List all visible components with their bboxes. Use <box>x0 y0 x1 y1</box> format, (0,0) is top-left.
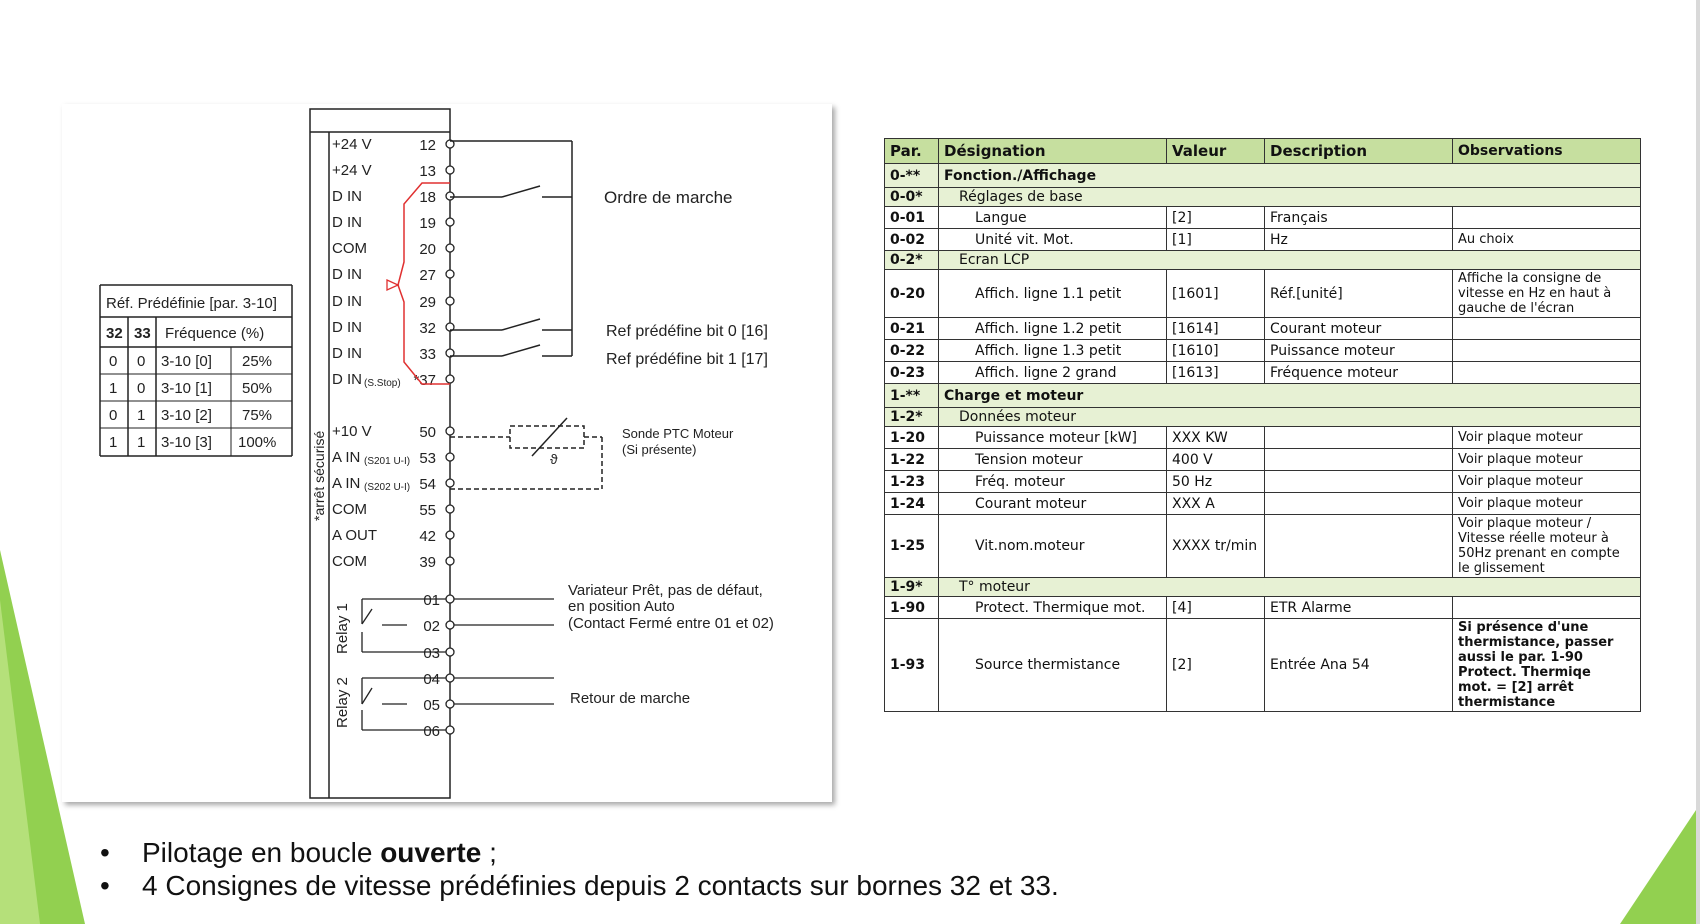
terminal-number: 33 <box>419 346 436 363</box>
terminal-label: +24 V <box>332 162 372 179</box>
table-row <box>885 493 1641 515</box>
terminal-screw-icon <box>446 700 454 708</box>
value-cell: [1] <box>1167 229 1265 251</box>
value-cell: [2] <box>1167 207 1265 229</box>
header-par: Par. <box>885 139 939 164</box>
par-cell: 1-24 <box>885 493 939 515</box>
terminal-screw-icon <box>446 726 454 734</box>
designation-cell: Affich. ligne 1.1 petit <box>939 270 1167 318</box>
observation-line: Protect. Thermiqe <box>1458 665 1591 680</box>
table-row <box>885 318 1641 340</box>
table-row <box>885 229 1641 251</box>
terminal-label: +24 V <box>332 136 372 153</box>
ref-table-row <box>109 353 272 370</box>
ref-table-header-33: 33 <box>134 325 151 342</box>
value-cell: XXXX tr/min <box>1167 515 1265 578</box>
observation-line: Si présence d'une <box>1458 620 1589 635</box>
ref-cell: 25% <box>242 353 273 370</box>
par-cell: 0-22 <box>885 340 939 362</box>
description-cell <box>1265 449 1453 471</box>
predefined-reference-table <box>100 285 292 563</box>
observation-line: le glissement <box>1458 561 1545 576</box>
relay-terminal-number: 05 <box>423 697 440 714</box>
terminal-screw-icon <box>446 192 454 200</box>
observation-line: vitesse en Hz en haut à <box>1458 286 1612 301</box>
header-designation: Désignation <box>939 139 1167 164</box>
table-row <box>885 515 1641 578</box>
terminal-label: D IN <box>332 188 362 205</box>
terminal-number: 39 <box>419 554 436 571</box>
designation-cell: Source thermistance <box>939 619 1167 712</box>
bullet-1-text: Pilotage en boucle <box>142 837 381 868</box>
terminal-label: COM <box>332 553 367 570</box>
ref-table-header-frequency: Fréquence (%) <box>165 325 265 342</box>
table-subgroup-row <box>885 188 1641 207</box>
table-subgroup-row <box>885 578 1641 597</box>
wiring-diagram-figure <box>62 104 832 802</box>
bullet-item <box>100 869 1059 902</box>
table-subgroup-row <box>885 251 1641 270</box>
ref-bit1-label: Ref prédéfine bit 1 [17] <box>606 351 768 368</box>
ref-table-title: Réf. Prédéfinie [par. 3-10] <box>106 295 277 312</box>
bullet-list <box>100 836 1059 902</box>
terminal-screw-icon <box>446 505 454 513</box>
section-title-cell: Ecran LCP <box>939 251 1641 270</box>
terminal-sublabel: (S202 U-I) <box>364 482 411 493</box>
designation-cell: Affich. ligne 1.2 petit <box>939 318 1167 340</box>
terminal-number: 53 <box>419 450 436 467</box>
section-title-cell: T° moteur <box>939 578 1641 597</box>
par-cell: 0-** <box>885 164 939 188</box>
terminal-screw-icon <box>446 427 454 435</box>
bullet-item <box>100 836 1059 869</box>
ref-cell: 75% <box>242 407 273 424</box>
run-order-label: Ordre de marche <box>604 188 733 207</box>
observations-cell <box>1453 340 1641 362</box>
terminal-number: 29 <box>419 294 436 311</box>
ref-cell: 100% <box>238 434 277 451</box>
ref-cell: 0 <box>137 380 146 397</box>
terminal-number: 20 <box>419 241 436 258</box>
observations-cell <box>1453 619 1641 712</box>
terminal-label: D IN <box>332 266 362 283</box>
terminal-screw-icon <box>446 218 454 226</box>
value-cell: [4] <box>1167 597 1265 619</box>
ptc-sublabel: (Si présente) <box>622 442 697 457</box>
terminal-screw-icon <box>446 595 454 603</box>
table-row <box>885 471 1641 493</box>
designation-cell: Vit.nom.moteur <box>939 515 1167 578</box>
terminal-number: 50 <box>419 424 436 441</box>
terminal-screw-icon <box>446 621 454 629</box>
par-cell: 0-02 <box>885 229 939 251</box>
description-cell: Courant moteur <box>1265 318 1453 340</box>
designation-cell: Protect. Thermique mot. <box>939 597 1167 619</box>
description-cell: Puissance moteur <box>1265 340 1453 362</box>
right-green-accent <box>1620 800 1696 924</box>
right-border <box>1696 0 1700 924</box>
terminal-list <box>332 136 454 571</box>
terminal-screw-icon <box>446 674 454 682</box>
par-cell: 1-90 <box>885 597 939 619</box>
relay1-description-line1: Variateur Prêt, pas de défaut, <box>568 582 763 599</box>
description-cell <box>1265 493 1453 515</box>
terminal-screw-icon <box>446 270 454 278</box>
ref-cell: 3-10 [2] <box>161 407 212 424</box>
observations-cell <box>1453 318 1641 340</box>
terminal-label: D IN <box>332 214 362 231</box>
description-cell: ETR Alarme <box>1265 597 1453 619</box>
terminal-number: *37 <box>413 372 436 389</box>
terminal-number: 55 <box>419 502 436 519</box>
relay2-contact <box>362 678 554 730</box>
terminal-label: COM <box>332 240 367 257</box>
designation-cell: Affich. ligne 2 grand <box>939 362 1167 384</box>
section-title-cell: Réglages de base <box>939 188 1641 207</box>
observations-cell <box>1453 493 1641 515</box>
par-cell: 0-23 <box>885 362 939 384</box>
terminal-screw-icon <box>446 297 454 305</box>
table-row <box>885 597 1641 619</box>
value-cell: XXX A <box>1167 493 1265 515</box>
description-cell: Réf.[unité] <box>1265 270 1453 318</box>
terminal-label: D IN <box>332 319 362 336</box>
ref-table-row <box>109 380 272 397</box>
description-cell: Entrée Ana 54 <box>1265 619 1453 712</box>
designation-cell: Tension moteur <box>939 449 1167 471</box>
terminal-number: 32 <box>419 320 436 337</box>
relay1-description-line3: (Contact Fermé entre 01 et 02) <box>568 615 774 632</box>
ref-table-row <box>109 434 276 451</box>
table-group-row <box>885 384 1641 408</box>
observations-cell <box>1453 270 1641 318</box>
parameter-table-header <box>885 139 1641 164</box>
description-cell: Fréquence moteur <box>1265 362 1453 384</box>
observations-cell <box>1453 449 1641 471</box>
par-cell: 1-9* <box>885 578 939 597</box>
table-row <box>885 207 1641 229</box>
description-cell <box>1265 471 1453 493</box>
preset-switch-bit0 <box>450 319 572 330</box>
observations-cell <box>1453 515 1641 578</box>
header-description: Description <box>1265 139 1453 164</box>
bullet-2-text: 4 Consignes de vitesse prédéfinies depuis 2 contacts sur bornes 32 et 33. <box>142 870 1059 901</box>
par-cell: 1-** <box>885 384 939 408</box>
observation-line: Voir plaque moteur <box>1458 496 1583 511</box>
ref-cell: 1 <box>109 434 118 451</box>
ref-cell: 1 <box>137 407 146 424</box>
relay-terminal-number: 04 <box>423 671 440 688</box>
safe-stop-label: *arrêt sécurisé <box>311 430 327 521</box>
observations-cell <box>1453 597 1641 619</box>
relay-terminal-number: 01 <box>423 592 440 609</box>
terminal-screw-icon <box>446 479 454 487</box>
observation-line: Voir plaque moteur <box>1458 452 1583 467</box>
terminal-number: 42 <box>419 528 436 545</box>
terminal-screw-icon <box>446 244 454 252</box>
section-title-cell: Charge et moteur <box>939 384 1641 408</box>
terminal-number: 27 <box>419 267 436 284</box>
relay1-label: Relay 1 <box>334 603 351 654</box>
ref-cell: 3-10 [3] <box>161 434 212 451</box>
observation-line: Affiche la consigne de <box>1458 271 1602 286</box>
terminal-number: 54 <box>419 476 436 493</box>
relay2-label: Relay 2 <box>334 677 351 728</box>
wiring-diagram <box>62 104 832 802</box>
bullet-1-bold: ouverte <box>380 837 482 868</box>
relay-terminal-number: 06 <box>423 723 440 740</box>
observation-line: Voir plaque moteur <box>1458 430 1583 445</box>
observations-cell <box>1453 471 1641 493</box>
relay-terminal-number: 03 <box>423 645 440 662</box>
parameter-table-body <box>885 164 1641 712</box>
observation-line: Voir plaque moteur <box>1458 474 1583 489</box>
ref-cell: 0 <box>109 353 118 370</box>
ptc-symbol: ϑ <box>550 451 558 467</box>
observation-line: thermistance, passer <box>1458 635 1614 650</box>
terminal-label: A IN <box>332 475 361 492</box>
designation-cell: Langue <box>939 207 1167 229</box>
ref-bit0-label: Ref prédéfine bit 0 [16] <box>606 323 768 340</box>
terminal-label: COM <box>332 501 367 518</box>
bullet-dot: • <box>100 837 110 868</box>
observations-cell <box>1453 207 1641 229</box>
designation-cell: Affich. ligne 1.3 petit <box>939 340 1167 362</box>
ref-cell: 1 <box>137 434 146 451</box>
observation-line: Vitesse réelle moteur à <box>1458 531 1609 546</box>
designation-cell: Puissance moteur [kW] <box>939 427 1167 449</box>
par-cell: 1-2* <box>885 408 939 427</box>
observation-line: aussi le par. 1-90 <box>1458 650 1583 665</box>
par-cell: 1-20 <box>885 427 939 449</box>
designation-cell: Courant moteur <box>939 493 1167 515</box>
preset-switch-bit1 <box>450 345 572 356</box>
ref-cell: 3-10 [1] <box>161 380 212 397</box>
section-title-cell: Données moteur <box>939 408 1641 427</box>
ref-table-header-32: 32 <box>106 325 123 342</box>
par-cell: 0-2* <box>885 251 939 270</box>
value-cell: [2] <box>1167 619 1265 712</box>
diode-arrow-icon <box>387 280 398 290</box>
header-observations: Observations <box>1453 139 1641 164</box>
ref-cell: 0 <box>137 353 146 370</box>
relay-terminal-number: 02 <box>423 618 440 635</box>
observations-cell <box>1453 427 1641 449</box>
ref-cell: 3-10 [0] <box>161 353 212 370</box>
value-cell: 400 V <box>1167 449 1265 471</box>
section-title-cell: Fonction./Affichage <box>939 164 1641 188</box>
description-cell <box>1265 427 1453 449</box>
table-row <box>885 362 1641 384</box>
designation-cell: Fréq. moteur <box>939 471 1167 493</box>
terminal-number: 12 <box>419 137 436 154</box>
par-cell: 1-93 <box>885 619 939 712</box>
par-cell: 0-01 <box>885 207 939 229</box>
table-subgroup-row <box>885 408 1641 427</box>
observation-line: Voir plaque moteur / <box>1458 516 1592 531</box>
terminal-label: D IN <box>332 371 362 388</box>
terminal-screw-icon <box>446 557 454 565</box>
table-group-row <box>885 164 1641 188</box>
terminal-label: D IN <box>332 293 362 310</box>
header-valeur: Valeur <box>1167 139 1265 164</box>
value-cell: 50 Hz <box>1167 471 1265 493</box>
terminal-label: A IN <box>332 449 361 466</box>
value-cell: XXX KW <box>1167 427 1265 449</box>
par-cell: 0-0* <box>885 188 939 207</box>
relay1-contact <box>362 599 554 652</box>
par-cell: 1-25 <box>885 515 939 578</box>
description-cell: Français <box>1265 207 1453 229</box>
observations-cell <box>1453 229 1641 251</box>
ref-cell: 1 <box>109 380 118 397</box>
ref-cell: 50% <box>242 380 273 397</box>
relay1-description-line2: en position Auto <box>568 598 675 615</box>
terminal-sublabel: (S201 U-I) <box>364 456 411 467</box>
par-cell: 0-20 <box>885 270 939 318</box>
table-row <box>885 619 1641 712</box>
terminal-label: D IN <box>332 345 362 362</box>
par-cell: 0-21 <box>885 318 939 340</box>
terminal-screw-icon <box>446 531 454 539</box>
description-cell <box>1265 515 1453 578</box>
observation-line: Au choix <box>1458 232 1514 247</box>
ref-cell: 0 <box>109 407 118 424</box>
relay2-description: Retour de marche <box>570 690 691 707</box>
terminal-screw-icon <box>446 453 454 461</box>
observation-line: mot. = [2] arrêt <box>1458 680 1574 695</box>
terminal-number: 13 <box>419 163 436 180</box>
terminal-screw-icon <box>446 648 454 656</box>
designation-cell: Unité vit. Mot. <box>939 229 1167 251</box>
parameter-table <box>884 138 1641 712</box>
observation-line: 50Hz prenant en compte <box>1458 546 1620 561</box>
ptc-sensor <box>450 426 602 489</box>
observation-line: gauche de l'écran <box>1458 301 1575 316</box>
par-cell: 1-22 <box>885 449 939 471</box>
terminal-label: +10 V <box>332 423 372 440</box>
value-cell: [1610] <box>1167 340 1265 362</box>
value-cell: [1613] <box>1167 362 1265 384</box>
table-row <box>885 449 1641 471</box>
terminal-number: 18 <box>419 189 436 206</box>
terminal-number: 19 <box>419 215 436 232</box>
terminal-screw-icon <box>446 166 454 174</box>
bullet-1-tail: ; <box>481 837 497 868</box>
table-row <box>885 340 1641 362</box>
description-cell: Hz <box>1265 229 1453 251</box>
terminal-sublabel: (S.Stop) <box>364 378 401 389</box>
par-cell: 1-23 <box>885 471 939 493</box>
observations-cell <box>1453 362 1641 384</box>
value-cell: [1601] <box>1167 270 1265 318</box>
terminal-screw-icon <box>446 375 454 383</box>
ptc-label: Sonde PTC Moteur <box>622 426 734 441</box>
value-cell: [1614] <box>1167 318 1265 340</box>
run-order-switch <box>450 141 572 356</box>
observation-line: thermistance <box>1458 695 1556 710</box>
table-row <box>885 270 1641 318</box>
table-row <box>885 427 1641 449</box>
ref-table-row <box>109 407 272 424</box>
bullet-dot: • <box>100 870 110 901</box>
terminal-label: A OUT <box>332 527 378 544</box>
